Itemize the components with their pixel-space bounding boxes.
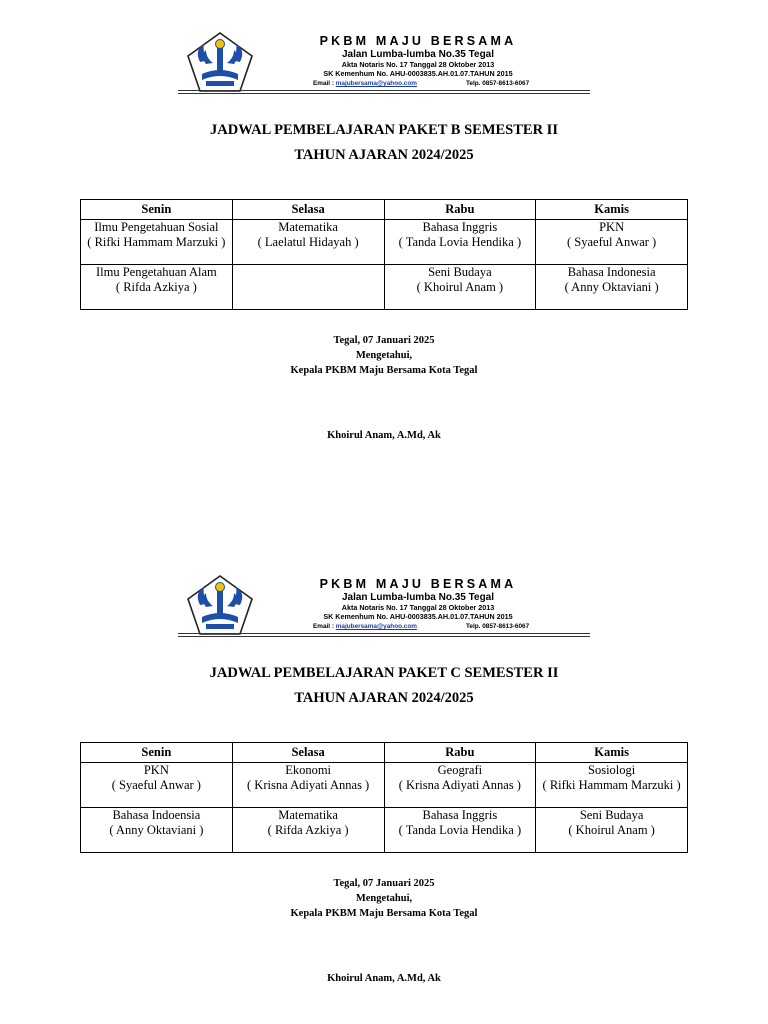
table-cell — [81, 265, 233, 310]
acknowledged-label: Mengetahui, — [355, 350, 413, 361]
teacher: ( Rifda Azkiya ) — [115, 280, 197, 294]
teacher: ( Tanda Lovia Hendika ) — [398, 823, 522, 837]
contact-line — [313, 623, 543, 630]
place-date: Tegal, 07 Januari 2025 — [333, 335, 435, 346]
letterhead — [178, 30, 590, 94]
subject: PKN — [143, 763, 169, 777]
schedule-table — [80, 199, 688, 310]
pkbm-logo-icon — [186, 575, 254, 635]
subject: Seni Budaya — [428, 265, 492, 279]
column-header-rabu: Rabu — [384, 200, 536, 220]
decree-line: SK Kemenhum No. AHU-0003835.AH.01.07.TAHUN 2015 — [323, 612, 513, 621]
teacher: ( Krisna Adiyati Annas ) — [247, 778, 370, 792]
table-cell — [536, 808, 688, 853]
subject: Matematika — [278, 808, 338, 822]
academic-year: TAHUN AJARAN 2024/2025 — [294, 147, 474, 163]
table-cell — [232, 808, 384, 853]
teacher: ( Syaeful Anwar ) — [111, 778, 201, 792]
notary-line: Akta Notaris No. 17 Tanggal 28 Oktober 2013 — [341, 60, 495, 69]
subject: Bahasa Indoensia — [112, 808, 201, 822]
subject: Ilmu Pengetahuan Sosial — [94, 220, 219, 234]
column-header-senin: Senin — [81, 743, 233, 763]
subject: Bahasa Inggris — [422, 220, 498, 234]
column-header-kamis: Kamis — [536, 200, 688, 220]
column-header-selasa: Selasa — [232, 200, 384, 220]
table-row — [81, 220, 688, 265]
org-address: Jalan Lumba-lumba No.35 Tegal — [341, 49, 495, 60]
table-cell — [232, 265, 384, 310]
teacher: ( Laelatul Hidayah ) — [257, 235, 359, 249]
subject: Sosiologi — [588, 763, 636, 777]
table-cell — [536, 220, 688, 265]
acknowledged-label: Mengetahui, — [355, 893, 413, 904]
subject: Ilmu Pengetahuan Alam — [95, 265, 217, 279]
schedule-title: JADWAL PEMBELAJARAN PAKET C SEMESTER II — [209, 665, 559, 681]
table-header-row — [81, 743, 688, 763]
column-header-kamis: Kamis — [536, 743, 688, 763]
table-cell — [81, 808, 233, 853]
table-cell — [384, 763, 536, 808]
teacher: ( Tanda Lovia Hendika ) — [398, 235, 522, 249]
schedule-table — [80, 742, 688, 853]
email-link[interactable]: majubersama@yahoo.com — [335, 623, 417, 630]
teacher: ( Krisna Adiyati Annas ) — [398, 778, 521, 792]
schedule-title: JADWAL PEMBELAJARAN PAKET B SEMESTER II — [210, 122, 558, 138]
signature-block — [0, 333, 768, 378]
table-header-row — [81, 200, 688, 220]
pkbm-logo-icon — [186, 32, 254, 92]
email-label: Email : — [313, 623, 334, 630]
subject: Seni Budaya — [579, 808, 644, 822]
teacher: ( Rifki Hammam Marzuki ) — [87, 235, 226, 249]
subject: Ekonomi — [285, 763, 332, 777]
letterhead-divider — [178, 90, 590, 91]
table-cell — [81, 763, 233, 808]
table-cell — [81, 220, 233, 265]
academic-year: TAHUN AJARAN 2024/2025 — [294, 690, 474, 706]
column-header-selasa: Selasa — [232, 743, 384, 763]
table-cell — [536, 265, 688, 310]
teacher: ( Anny Oktaviani ) — [564, 280, 659, 294]
phone-number: Telp. 0857-8613-6067 — [466, 623, 530, 630]
table-row — [81, 808, 688, 853]
teacher: ( Syaeful Anwar ) — [567, 235, 657, 249]
subject: Bahasa Indonesia — [567, 265, 656, 279]
subject: Geografi — [437, 763, 483, 777]
table-cell — [232, 220, 384, 265]
letterhead-divider — [178, 93, 590, 94]
table-row — [81, 265, 688, 310]
teacher: ( Rifki Hammam Marzuki ) — [542, 778, 681, 792]
column-header-rabu: Rabu — [384, 743, 536, 763]
org-name: PKBM MAJU BERSAMA — [319, 577, 517, 591]
table-cell — [384, 220, 536, 265]
letterhead-divider — [178, 633, 590, 634]
signer-name: Khoirul Anam, A.Md, Ak — [327, 430, 441, 441]
letterhead-divider — [178, 636, 590, 637]
table-cell — [384, 808, 536, 853]
teacher: ( Khoirul Anam ) — [568, 823, 655, 837]
signer-position: Kepala PKBM Maju Bersama Kota Tegal — [290, 908, 478, 919]
subject: Matematika — [278, 220, 338, 234]
schedule-section-paket-c — [0, 543, 768, 1024]
table-cell — [232, 763, 384, 808]
place-date: Tegal, 07 Januari 2025 — [333, 878, 435, 889]
signature-block — [0, 876, 768, 921]
letterhead — [178, 573, 590, 637]
subject: PKN — [599, 220, 625, 234]
email-link[interactable]: majubersama@yahoo.com — [335, 80, 417, 87]
column-header-senin: Senin — [81, 200, 233, 220]
contact-line — [313, 80, 543, 87]
subject: Bahasa Inggris — [422, 808, 498, 822]
email-label: Email : — [313, 80, 334, 87]
table-cell — [384, 265, 536, 310]
teacher: ( Rifda Azkiya ) — [267, 823, 349, 837]
teacher: ( Anny Oktaviani ) — [109, 823, 204, 837]
teacher: ( Khoirul Anam ) — [416, 280, 504, 294]
org-address: Jalan Lumba-lumba No.35 Tegal — [341, 592, 495, 603]
org-name: PKBM MAJU BERSAMA — [319, 34, 517, 48]
phone-number: Telp. 0857-8613-6067 — [466, 80, 530, 87]
signer-name: Khoirul Anam, A.Md, Ak — [327, 973, 441, 984]
notary-line: Akta Notaris No. 17 Tanggal 28 Oktober 2013 — [341, 603, 495, 612]
table-cell — [536, 763, 688, 808]
table-row — [81, 763, 688, 808]
signer-position: Kepala PKBM Maju Bersama Kota Tegal — [290, 365, 478, 376]
decree-line: SK Kemenhum No. AHU-0003835.AH.01.07.TAHUN 2015 — [323, 69, 513, 78]
